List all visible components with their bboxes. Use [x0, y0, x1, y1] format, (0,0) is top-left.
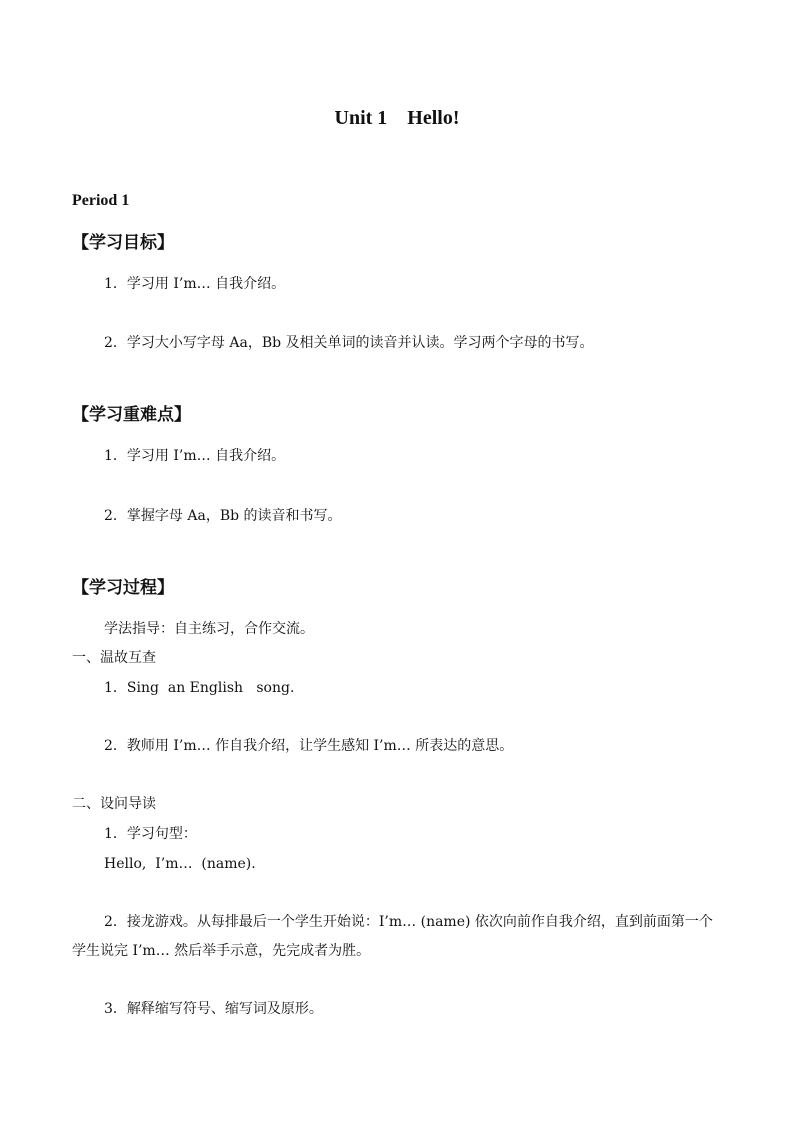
- part2-item-3: 3．解释缩写符号、缩写词及原形。: [104, 1001, 323, 1017]
- objectives-heading: 【学习目标】: [72, 233, 174, 253]
- document-title: Unit 1 Hello!: [334, 107, 460, 129]
- study-guidance: 学法指导：自主练习，合作交流。: [104, 621, 314, 637]
- key-point-item-1: 1．学习用 I’m… 自我介绍。: [104, 448, 286, 464]
- sentence-pattern: Hello, I’m… (name).: [104, 856, 256, 872]
- key-point-item-2: 2．掌握字母 Aa，Bb 的读音和书写。: [104, 508, 342, 524]
- part1-title: 一、温故互查: [72, 650, 156, 666]
- process-heading: 【学习过程】: [72, 578, 174, 598]
- part2-item-2: 2．接龙游戏。从每排最后一个学生开始说：I’m… (name) 依次向前作自我介绍，直到前面第一个学生说完 I’m… 然后举手示意，先完成者为胜。: [72, 914, 713, 959]
- part2-title: 二、设问导读: [72, 796, 156, 812]
- part1-item-2: 2．教师用 I’m… 作自我介绍，让学生感知 I’m… 所表达的意思。: [104, 738, 514, 754]
- key-points-heading: 【学习重难点】: [72, 405, 191, 425]
- objective-item-1: 1．学习用 I’m… 自我介绍。: [104, 276, 286, 292]
- part2-item-1: 1．学习句型：: [104, 826, 197, 842]
- period-label: Period 1: [72, 192, 130, 209]
- objective-item-2: 2．学习大小写字母 Aa，Bb 及相关单词的读音并认读。学习两个字母的书写。: [104, 335, 594, 351]
- part1-item-1: 1．Sing an English song.: [104, 680, 295, 696]
